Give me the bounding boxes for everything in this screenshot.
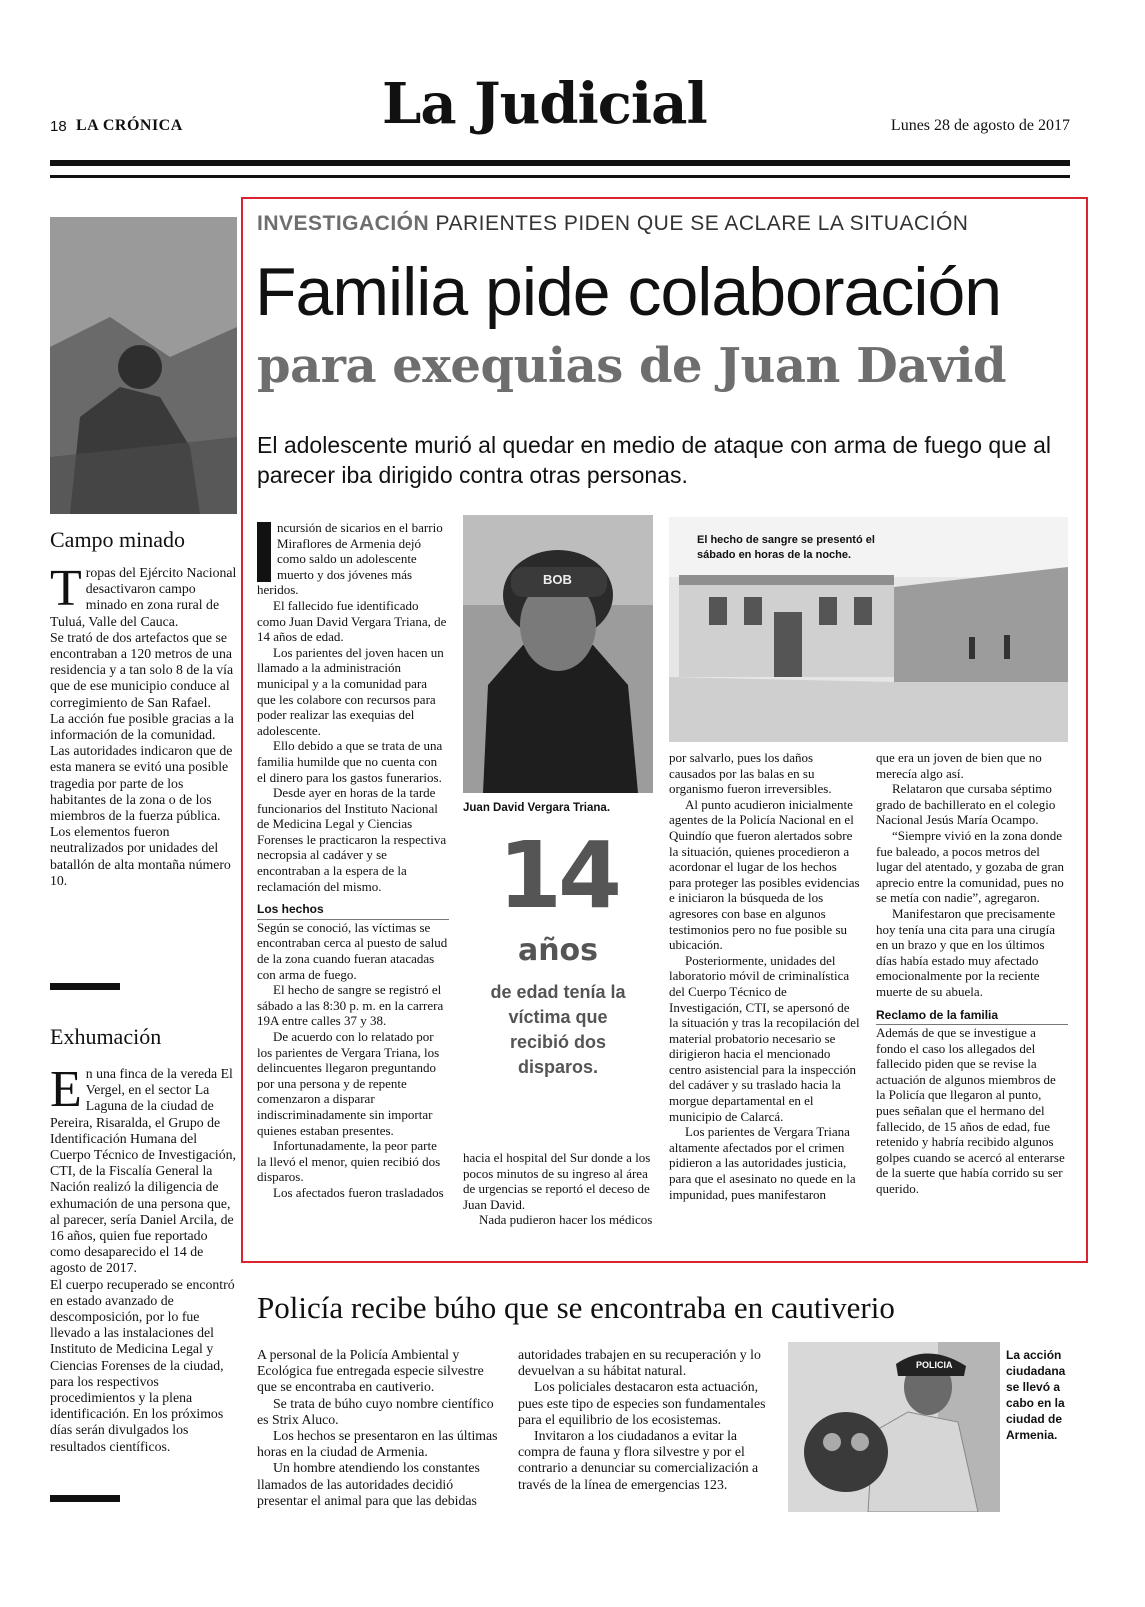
sidebar-divider-bottom: [50, 1495, 120, 1502]
paragraph: Ello debido a que se trata de una familia humilde que no cuenta con el dinero para los gastos funerarios.: [257, 738, 443, 785]
victim-photo: [463, 515, 653, 793]
paragraph: La acción fue posible gracias a la información de la comunidad.: [50, 710, 234, 743]
paper-name: LA CRÓNICA: [76, 117, 183, 134]
kicker: [257, 212, 968, 236]
campo-minado-body: [50, 560, 237, 889]
exhumacion-body: [50, 1061, 237, 1455]
paragraph: Un hombre atendiendo los constantes llamados de las autoridades decidió presentar el animal para que las debidas: [257, 1460, 480, 1508]
owl-photo: [788, 1342, 1000, 1512]
paragraph: que era un joven de bien que no merecía algo así.: [876, 750, 1042, 781]
soldier-photo-art: [50, 217, 237, 514]
stat-text: de edad tenía la víctima que recibió dos disparos.: [490, 982, 626, 1077]
exhumacion-title: Exhumación: [50, 1024, 162, 1049]
paragraph: por salvarlo, pues los daños causados por las balas en su organismo fueron irreversibles.: [669, 750, 832, 797]
page-number: 18: [50, 118, 67, 135]
main-column-2: [463, 1150, 655, 1228]
scene-photo: [669, 517, 1068, 742]
paragraph: A personal de la Policía Ambiental y Ecológica fue entregada especie silvestre que se encontraba en cautiverio.: [257, 1347, 484, 1395]
paragraph: ncursión de sicarios en el barrio Miraflores de Armenia dejó como saldo un adolescente muerto y dos jóvenes más heridos.: [257, 520, 443, 598]
main-dropcap: I: [257, 522, 271, 582]
headline-line-1: Familia pide colaboración: [255, 254, 1002, 330]
kicker-text: PARIENTES PIDEN QUE SE ACLARE LA SITUACIÓN: [435, 212, 969, 235]
soldier-photo: [50, 217, 237, 514]
owl-column-1: [257, 1347, 505, 1509]
victim-photo-caption: Juan David Vergara Triana.: [463, 802, 611, 814]
paragraph: Infortunadamente, la peor parte la llevó el menor, quien recibió dos disparos.: [257, 1138, 441, 1185]
paragraph: n una finca de la vereda El Vergel, en el sector La Laguna de la ciudad de Pereira, Risaralda, el Grupo de Identificación Humana del Cuerpo Técnico de Investigación, CTI, de la Fiscalía General la Nación realizó la diligencia de exhumación de una persona que, al parecer, sería Daniel Arcila, de 16 años, quien fue reportado como desaparecido el 14 de agosto de 2017.: [50, 1066, 236, 1276]
owl-photo-caption: La acción ciudadana se llevó a cabo en la ciudad de Armenia.: [1006, 1348, 1066, 1442]
owl-headline: Policía recibe búho que se encontraba en cautiverio: [257, 1290, 895, 1325]
paragraph: Manifestaron que precisamente hoy tenía una cita para una cirugía en un brazo y que en los últimos días había estado muy afectado emocionalmente por la reciente muerte de su abuela.: [876, 905, 1056, 999]
paragraph: Se trata de búho cuyo nombre científico es Strix Aluco.: [257, 1395, 494, 1427]
paragraph: Relataron que cursaba séptimo grado de bachillerato en el colegio Nacional Jesús María Ocampo.: [876, 781, 1056, 828]
paragraph: Los elementos fueron neutralizados por unidades del batallón de alta montaña número 10.: [50, 824, 231, 888]
paragraph: “Siempre vivió en la zona donde fue baleado, a pocos metros del lugar del atentado, y gozaba de gran aprecio entre la comunidad, pues no se metía con nadie”, agregaron.: [876, 827, 1065, 906]
subhead-los-hechos: Los hechos: [257, 902, 449, 920]
paragraph: Los parientes del joven hacen un llamado a la administración municipal y a la comunidad para que les colabore con recursos para poder realizar las exequias del adolescente.: [257, 644, 444, 738]
paragraph: Se trató de dos artefactos que se encontraban a 120 metros de una residencia y a tan solo 8 de la vía que de ese municipio conduce al corregimiento de San Rafael.: [50, 629, 234, 710]
exhumacion-dropcap: E: [50, 1061, 82, 1118]
main-column-1: [257, 520, 449, 1201]
paragraph: Además de que se investigue a fondo el caso los allegados del fallecido piden que se revise la actuación de algunos miembros de la Policía que llegaron al punto, pues señalan que el hermano del fallecido, de 15 años de edad, fue retenido y habría recibido algunos golpes cuando se acercó al enterarse de la suerte que había corrido su ser querido.: [876, 1025, 1065, 1197]
paragraph: Los policiales destacaron esta actuación, pues este tipo de especies son fundamentales para el equilibrio de los ecosistemas.: [518, 1379, 766, 1427]
stat-number: 14: [497, 822, 619, 929]
paragraph: ropas del Ejército Nacional desactivaron campo minado en zona rural de Tuluá, Valle del Cauca.: [50, 565, 237, 629]
stat-unit: años: [517, 933, 599, 968]
paragraph: Nada pudieron hacer los médicos: [479, 1212, 653, 1228]
victim-photo-art: [463, 515, 653, 793]
paragraph: Invitaron a los ciudadanos a evitar la compra de fauna y flora silvestre y por el contrario a denunciar su comercialización a través de la línea de emergencias 123.: [518, 1428, 759, 1492]
owl-column-2: [518, 1347, 768, 1493]
paragraph: Desde ayer en horas de la tarde funcionarios del Instituto Nacional de Medicina Legal y Ciencias Forenses le practicaron la respectiva necropsia al cadáver y se encontraban a la espera de la reclamación del mismo.: [257, 785, 447, 894]
paragraph: El cuerpo recuperado se encontró en estado avanzado de descomposición, por lo fue llevado a las instalaciones del Instituto de Medicina Legal y Ciencias Forenses de la ciudad, para los respectivos procedimientos y la plena identificación. En los próximos días serán divulgados los resultados científicos.: [50, 1276, 235, 1454]
main-column-4: [876, 750, 1068, 1197]
paragraph: De acuerdo con lo relatado por los parientes de Vergara Triana, los delincuentes llegaron preguntando por una persona y de repente comenzaron a disparar indiscriminadamente sin importar quienes estaban presentes.: [257, 1029, 440, 1138]
header-rule-thick: [50, 160, 1070, 166]
paragraph: El hecho de sangre se registró el sábado a las 8:30 p. m. en la carrera 19A entre calles 37 y 38.: [257, 982, 444, 1029]
paragraph: Al punto acudieron inicialmente agentes de la Policía Nacional en el Quindío que fueron alertados sobre la situación, quienes procedieron a acordonar el lugar de los hechos para proteger las posibles evidencias e iniciaron la búsqueda de los agresores con base en algunos testimonios pero no fue posible su ubicación.: [669, 796, 860, 953]
paragraph: Las autoridades indicaron que de esta manera se evitó una posible tragedia por parte de los habitantes de la zona o de los miembros de la fuerza pública.: [50, 743, 233, 824]
owl-photo-art: [788, 1342, 1000, 1512]
campo-minado-dropcap: T: [50, 560, 82, 617]
paragraph: Posteriormente, unidades del laboratorio móvil de criminalística del Cuerpo Técnico de Investigación, CTI, se apersonó de la situación y tras la recopilación del material probatorio necesario se dirigieron hacia el mencionado centro asistencial para la inspección del cadáver y su traslado hacia la morgue departamental en el municipio de Calarcá.: [669, 952, 860, 1124]
cap-police-label: POLICIA: [916, 1360, 953, 1370]
paragraph: Según se conoció, las víctimas se encontraban cerca al puesto de salud de la zona cuando fueran atacadas con arma de fuego.: [257, 919, 448, 982]
sidebar-divider: [50, 983, 120, 990]
section-title: La Judicial: [382, 71, 707, 137]
kicker-label: INVESTIGACIÓN: [257, 212, 430, 235]
page-date: Lunes 28 de agosto de 2017: [890, 117, 1070, 134]
lead-paragraph: El adolescente murió al quedar en medio de ataque con arma de fuego que al parecer iba dirigido contra otras personas.: [257, 432, 1052, 488]
paragraph: hacia el hospital del Sur donde a los pocos minutos de su ingreso al área de urgencias se reportó el deceso de Juan David.: [463, 1150, 651, 1212]
headline-line-2: para exequias de Juan David: [257, 338, 1007, 394]
campo-minado-title: Campo minado: [50, 527, 186, 552]
subhead-reclamo: Reclamo de la familia: [876, 1008, 1068, 1026]
paragraph: Los hechos se presentaron en las últimas horas en la ciudad de Armenia.: [257, 1428, 498, 1460]
scene-caption: El hecho de sangre se presentó el sábado en horas de la noche.: [697, 534, 875, 561]
main-column-3: [669, 750, 861, 1202]
cap-logo-text: BOB: [543, 572, 572, 587]
paragraph: Los parientes de Vergara Triana altamente afectados por el crimen pidieron a las autoridades justicia, para que el asesinato no quede en la impunidad, pues manifestaron: [669, 1124, 856, 1202]
paragraph: Los afectados fueron trasladados: [273, 1184, 444, 1200]
paragraph: El fallecido fue identificado como Juan David Vergara Triana, de 14 años de edad.: [257, 597, 447, 645]
paragraph: autoridades trabajen en su recuperación y lo devuelvan a su hábitat natural.: [518, 1347, 761, 1379]
header-rule-thin: [50, 175, 1070, 178]
